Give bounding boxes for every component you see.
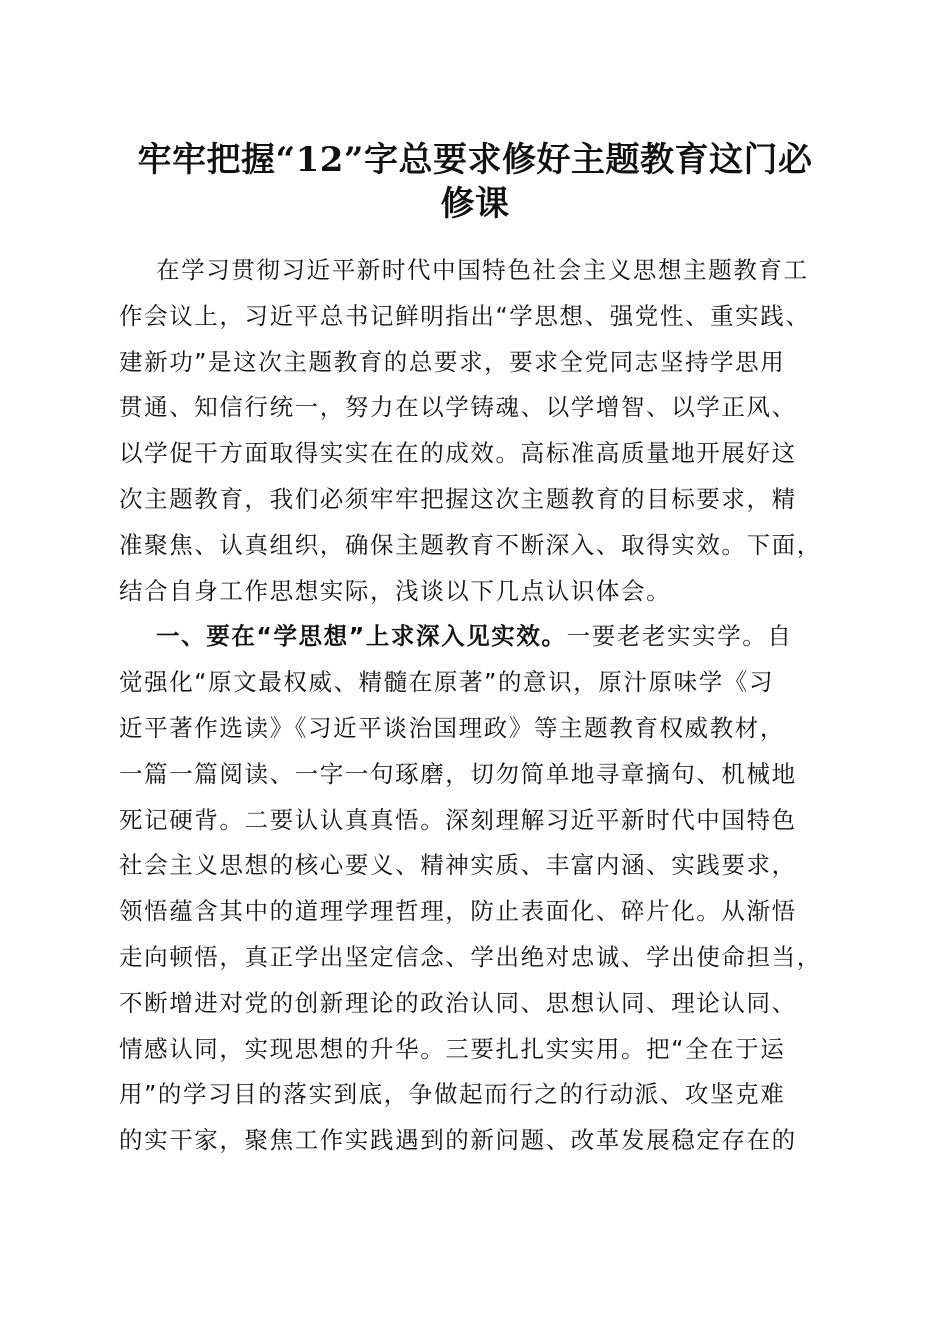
text-line: 走向顿悟，真正学出坚定信念、学出绝对忠诚、学出使命担当，	[119, 942, 822, 971]
document-title	[110, 138, 840, 226]
section-heading: 一、要在“学思想”上求深入见实效。	[156, 622, 567, 651]
document-body	[119, 248, 833, 1164]
text-line: 以学促干方面取得实实在在的成效。高标准高质量地开展好这	[119, 439, 797, 468]
text-line: 一篇一篇阅读、一字一句琢磨，切勿简单地寻章摘句、机械地	[119, 759, 797, 788]
text-line: 结合自身工作思想实际，浅谈以下几点认识体会。	[119, 576, 672, 605]
title-line: 修课	[440, 184, 510, 224]
text-line: 情感认同，实现思想的升华。三要扎扎实实用。把“全在于运	[119, 1034, 786, 1063]
text-line: 近平著作选读》《习近平谈治国理政》等主题教育权威教材，	[119, 713, 785, 742]
section-text: 一要老老实实学。自	[566, 622, 793, 651]
text-line: 准聚焦、认真组织，确保主题教育不断深入、取得实效。下面，	[119, 530, 822, 559]
title-line: 牢牢把握“12”字总要求修好主题教育这门必	[137, 140, 813, 180]
text-line: 作会议上，习近平总书记鲜明指出“学思想、强党性、重实践、	[119, 301, 811, 330]
text-line: 社会主义思想的核心要义、精神实质、丰富内涵、实践要求，	[119, 851, 797, 880]
paragraph-intro	[119, 248, 833, 614]
text-line: 的实干家，聚焦工作实践遇到的新问题、改革发展稳定存在的	[119, 1126, 797, 1155]
text-line	[119, 614, 833, 660]
text-line: 贯通、知信行统一，努力在以学铸魂、以学增智、以学正风、	[119, 393, 797, 422]
text-line: 在学习贯彻习近平新时代中国特色社会主义思想主题教育工	[156, 256, 809, 284]
text-line: 不断增进对党的创新理论的政治认同、思想认同、理论认同、	[119, 988, 797, 1017]
text-line: 用”的学习目的落实到底，争做起而行之的行动派、攻坚克难	[119, 1080, 786, 1109]
text-line: 觉强化“原文最权威、精髓在原著”的意识，原汁原味学《习	[119, 668, 775, 697]
text-line: 建新功”是这次主题教育的总要求，要求全党同志坚持学思用	[119, 347, 786, 376]
paragraph-section-one	[119, 614, 833, 1164]
text-line: 次主题教育，我们必须牢牢把握这次主题教育的目标要求，精	[119, 484, 797, 513]
text-line: 死记硬背。二要认认真真悟。深刻理解习近平新时代中国特色	[119, 805, 797, 834]
text-line: 领悟蕴含其中的道理学理哲理，防止表面化、碎片化。从渐悟	[119, 897, 797, 926]
